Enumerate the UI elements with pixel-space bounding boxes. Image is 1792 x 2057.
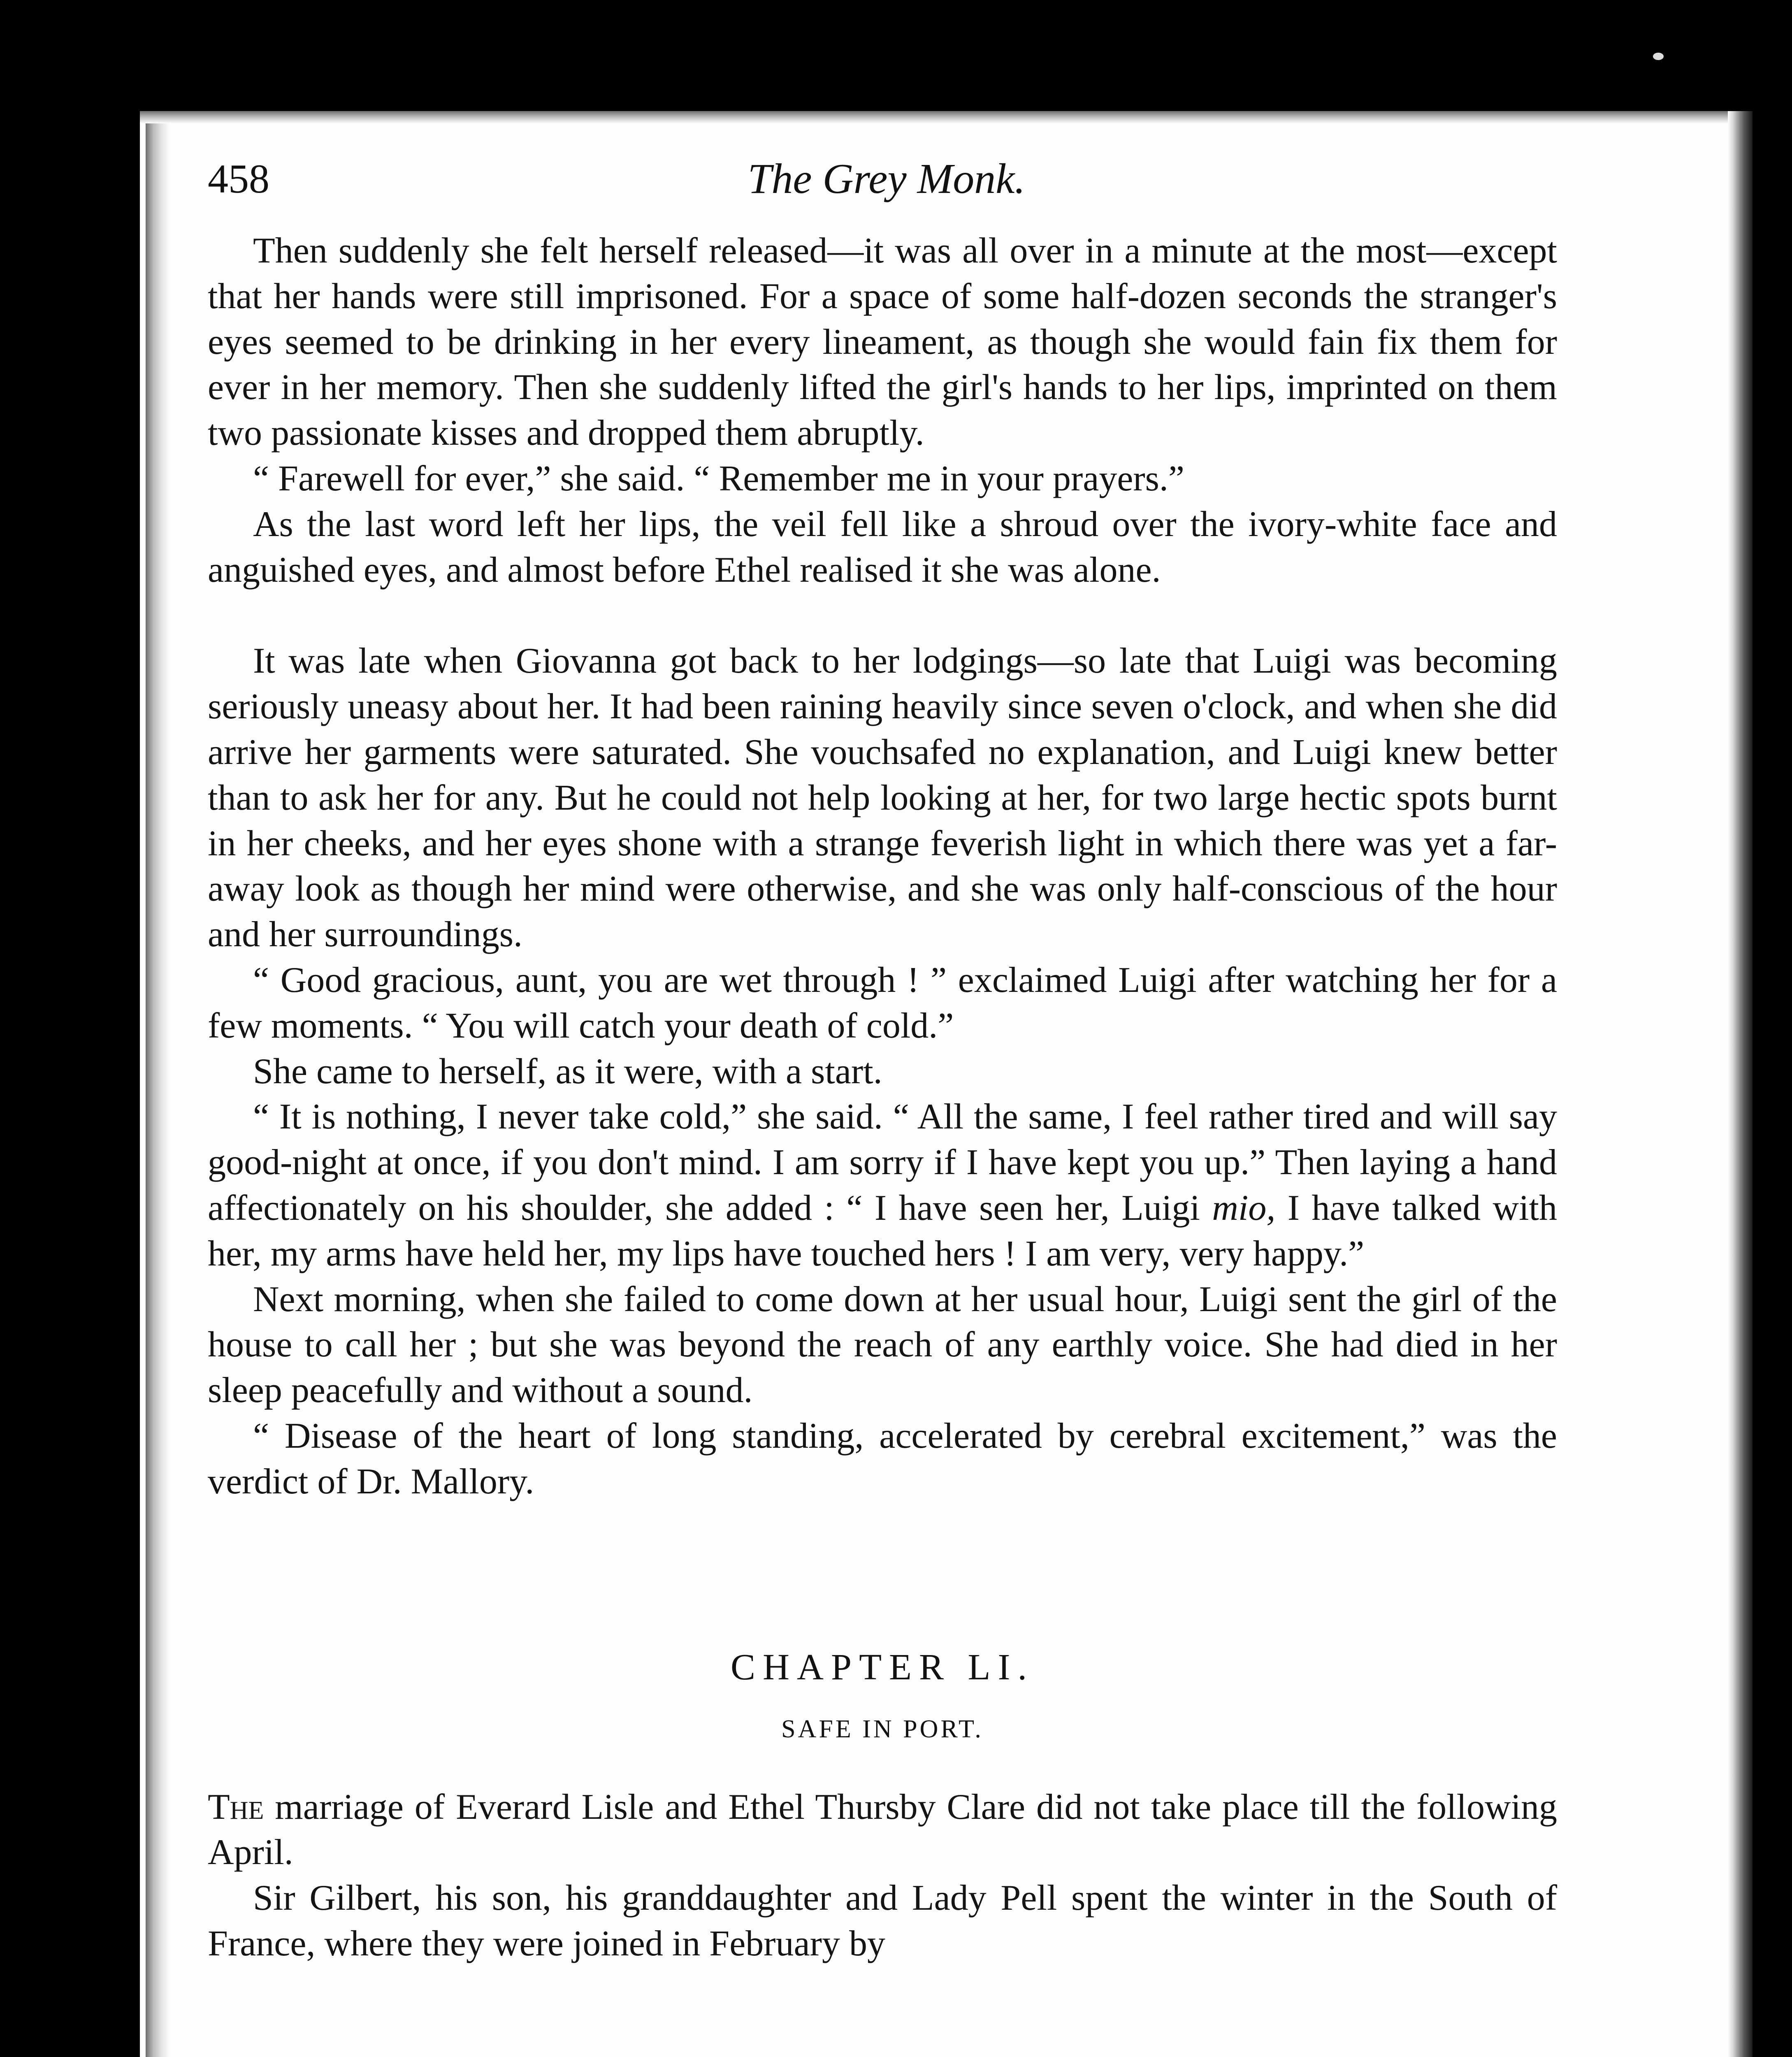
paragraph: She came to herself, as it were, with a start. <box>253 1051 882 1091</box>
page-number: 458 <box>208 156 269 202</box>
scan-speck <box>1653 53 1664 60</box>
paragraph: Then suddenly she felt herself released—it was all over in a minute at the most—except that her hands were still imprisoned. For a space of some half-dozen seconds the stranger's eyes seemed to be drinking in her every lineament, as though she would fain fix them for ever in her memory. Then she suddenly lifted the girl's hands to her lips, imprinted on them two passionate kisses and dropped them abruptly. <box>208 231 1557 453</box>
paragraph-text: marriage of Everard Lisle and Ethel Thursby Clare did not take place till the following April. <box>208 1787 1557 1873</box>
paragraph: “ Farewell for ever,” she said. “ Remember me in your prayers.” <box>253 458 1184 499</box>
page-edge-right <box>1728 111 1753 2057</box>
italic-word: mio, <box>1212 1188 1276 1228</box>
chapter-subtitle: SAFE IN PORT. <box>781 1715 984 1743</box>
paragraph: It was late when Giovanna got back to her lodgings—so late that Luigi was becoming seriously uneasy about her. It had been raining heavily since seven o'clock, and when she did arrive her garments were saturated. She vouchsafed no explanation, and Luigi knew better than to ask her for any. But he could not help looking at her, for two large hectic spots burnt in her cheeks, and her eyes shone with a strange feverish light in which there was yet a far-away look as though her mind were otherwise, and she was only half-conscious of the hour and her surroundings. <box>208 641 1557 955</box>
chapter-title: CHAPTER LI. <box>731 1646 1034 1688</box>
paragraph: “ Good gracious, aunt, you are wet through ! ” exclaimed Luigi after watching her for a few moments. “ You will catch your death of cold.” <box>208 960 1557 1046</box>
body-text <box>208 228 1557 1967</box>
page-edge-left <box>146 111 170 2057</box>
page-edge-top <box>140 111 1753 123</box>
paragraph <box>208 1094 1557 1277</box>
section-break <box>208 593 1557 638</box>
paragraph: As the last word left her lips, the veil fell like a shroud over the ivory-white face and anguished eyes, and almost before Ethel realised it she was alone. <box>208 504 1557 590</box>
chapter-break <box>208 1505 1557 1641</box>
opening-word: The <box>208 1787 264 1827</box>
paragraph-text: I have talked with her, my arms have held her, my lips have touched hers ! I am very, very happy.” <box>208 1188 1558 1274</box>
paragraph <box>208 1785 1557 1876</box>
paragraph: Next morning, when she failed to come down at her usual hour, Luigi sent the girl of the house to call her ; but she was beyond the reach of any earthly voice. She had died in her sleep peacefully and without a sound. <box>208 1279 1557 1411</box>
paragraph-text: “ It is nothing, I never take cold,” she said. “ All the same, I feel rather tired and will say good-night at once, if you don't mind. I am sorry if I have kept you up.” Then laying a hand affectionately on his shoulder, she added : “ I have seen her, Luigi <box>208 1097 1557 1228</box>
running-title: The Grey Monk. <box>747 155 1026 202</box>
paragraph: “ Disease of the heart of long standing, accelerated by cerebral excitement,” was the verdict of Dr. Mallory. <box>208 1416 1557 1502</box>
paragraph: Sir Gilbert, his son, his granddaughter and Lady Pell spent the winter in the South of France, where they were joined in February by <box>208 1878 1557 1964</box>
page-header <box>208 148 1565 210</box>
